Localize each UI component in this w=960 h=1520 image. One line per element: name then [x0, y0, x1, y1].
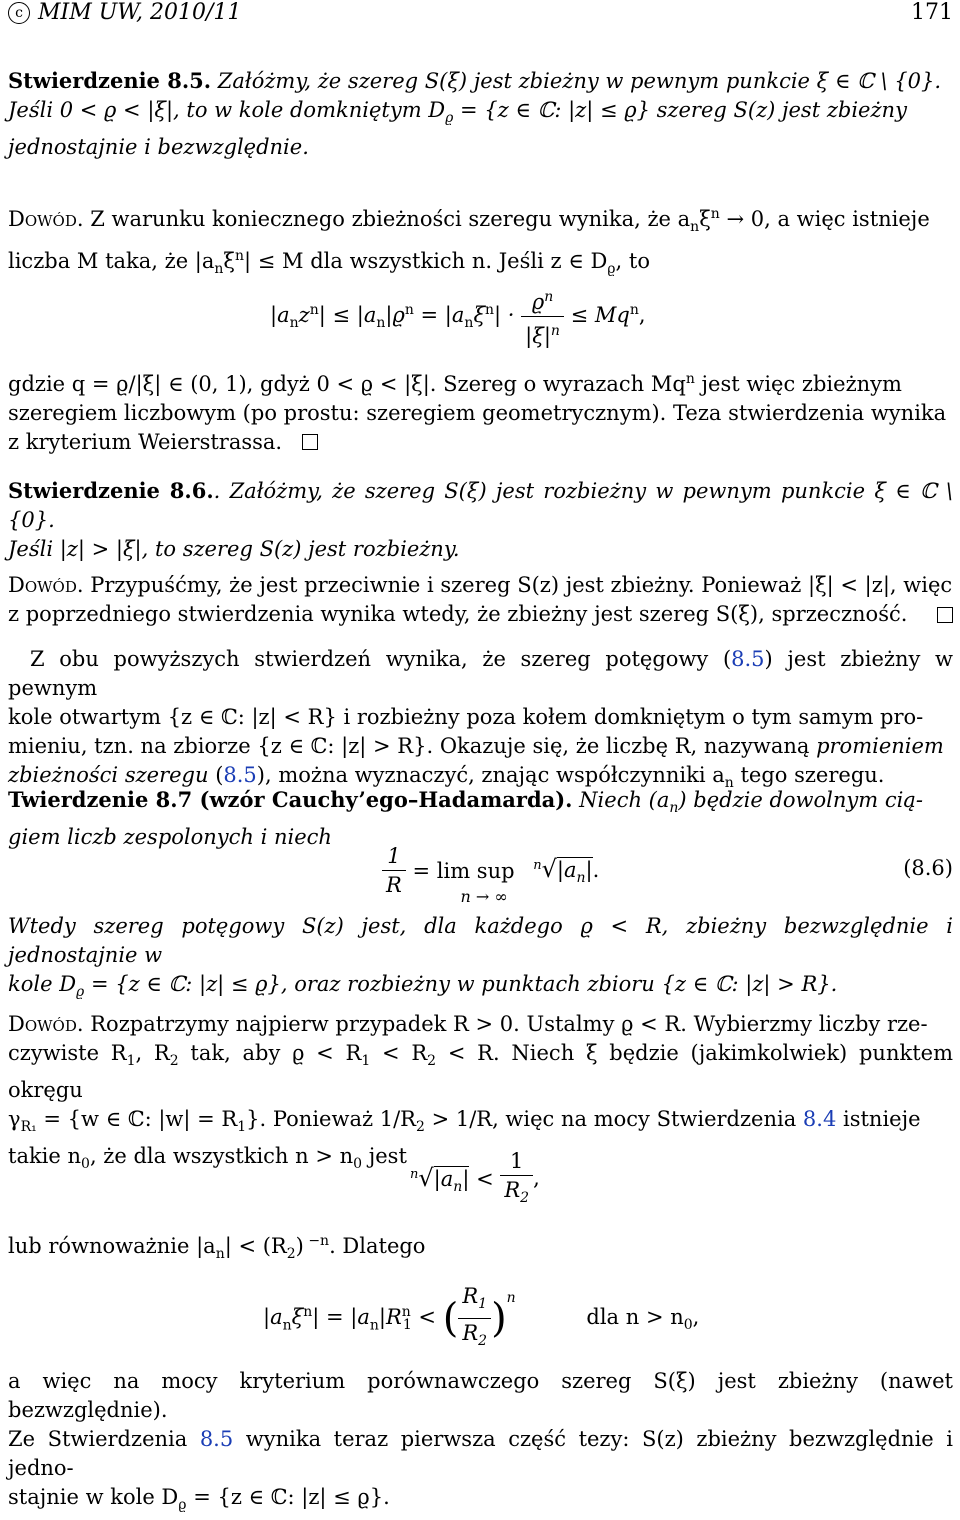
proof-text: Rozpatrzymy najpierw przypadek R > 0. Ustalmy ϱ < R. Wybierzmy liczby rze-: [83, 1012, 928, 1036]
proof-text: , że dla wszystkich n > n: [89, 1144, 354, 1169]
proof-text: = {w ∈ ℂ: |w| = R: [36, 1107, 238, 1132]
paragraph-text: kole otwartym {z ∈ ℂ: |z| < R} i rozbieżny poza kołem domkniętym o tym samym pro-: [8, 705, 924, 729]
subscript: n: [453, 1179, 463, 1196]
proof-text: , to: [615, 249, 650, 274]
equation-reference-link[interactable]: 8.5: [731, 647, 765, 671]
proof-1-continued: [8, 365, 953, 457]
proof-2: [8, 571, 953, 629]
equation-part: |R: [378, 1305, 402, 1330]
proposition-reference-link[interactable]: 8.4: [802, 1107, 837, 1132]
superscript: −n: [303, 1233, 330, 1249]
equation-part: | ≤ |a: [318, 303, 377, 327]
running-head-text: MIM UW, 2010/11: [38, 0, 242, 25]
theorem-text: ) będzie dowolnym cią-: [678, 788, 923, 812]
theorem-text: = {z ∈ ℂ: |z| ≤ ϱ}, oraz rozbieżny w punktach zbioru {z ∈ ℂ: |z| > R}.: [84, 972, 838, 996]
denominator: |ξ|: [525, 324, 551, 348]
numerator: R: [462, 1284, 479, 1308]
superscript: n: [404, 302, 414, 318]
subscript: n: [576, 870, 586, 887]
numerator: 1: [382, 842, 406, 871]
subscript: 2: [478, 1333, 488, 1350]
equation-condition: ,: [692, 1305, 700, 1330]
superscript: n: [309, 302, 319, 318]
equation-part: <: [469, 1167, 494, 1191]
proof-text: wynika teraz pierwsza część tezy: S(z) zbieżny bezwzględnie i jedno-: [8, 1427, 953, 1480]
proof-label: Dowód.: [8, 573, 84, 597]
denominator: R: [386, 873, 402, 897]
equation-part: z: [298, 303, 310, 327]
proof-text: czywiste R: [8, 1041, 127, 1065]
subscript: n: [215, 1246, 225, 1263]
proposition-label: Stwierdzenie 8.5.: [8, 68, 212, 93]
equation-reference-link[interactable]: 8.5: [223, 763, 257, 787]
equation-number: (8.6): [903, 856, 953, 880]
proof-text: → 0, a więc istnieje: [719, 207, 930, 231]
equation-condition: dla n > n: [586, 1305, 684, 1330]
proposition-text: Załóżmy, że szereg S(ξ) jest zbieżny w pewnym punkcie ξ ∈ ℂ \ {0}.: [217, 69, 942, 93]
proof-text: > 1/R, więc na mocy Stwierdzenia: [424, 1107, 803, 1132]
equation-part: = |a: [413, 303, 465, 327]
superscript: n: [710, 206, 720, 222]
proof-text: stajnie w kole D: [8, 1485, 179, 1509]
root-index: n: [533, 857, 542, 873]
proof-text: = {z ∈ ℂ: |z| ≤ ϱ}.: [186, 1485, 390, 1509]
proof-text: | < (R: [224, 1234, 287, 1258]
term-emphasis: promieniem: [816, 734, 944, 758]
paragraph-text: tego szeregu.: [733, 763, 885, 787]
superscript: n: [401, 1304, 411, 1321]
denominator: R: [462, 1321, 479, 1346]
proof-text: szeregiem liczbowym (po prostu: szeregiem geometrycznym). Teza stwierdzenia wynika: [8, 401, 947, 425]
proof-text: }. Ponieważ 1/R: [246, 1107, 416, 1132]
proposition-text: Jeśli 0 < ϱ < |ξ|, to w kole domkniętym D: [8, 98, 446, 122]
root-body: |: [462, 1167, 470, 1191]
proof-text: jest: [362, 1144, 407, 1169]
subscript: ϱ: [178, 1497, 187, 1514]
equation-8-6: [382, 842, 600, 906]
proof-text: ξ: [699, 207, 711, 231]
proof-text: a więc na mocy kryterium porównawczego szereg S(ξ) jest zbieżny (nawet bezwzględnie).: [8, 1369, 953, 1422]
proof-text: γ: [8, 1107, 21, 1132]
equation-part: <: [411, 1305, 437, 1330]
proposition-8-5: [8, 66, 953, 162]
subscript: 1: [402, 1317, 412, 1334]
proof-text: z poprzedniego stwierdzenia wynika wtedy, że zbieżny jest szereg S(ξ), sprzeczność.: [8, 602, 908, 626]
paragraph-text: ), można wyznaczyć, znając współczynniki a: [256, 763, 725, 787]
fraction: [458, 1282, 491, 1355]
paragraph-radius: [8, 645, 953, 798]
fraction: [521, 283, 564, 350]
fraction: [500, 1147, 533, 1212]
limsup: [412, 858, 515, 906]
subscript: 1: [237, 1119, 247, 1136]
theorem-text: Wtedy szereg potęgowy S(z) jest, dla każdego ϱ < R, zbieżny bezwzględnie i jednostajnie w: [8, 914, 953, 967]
root-body: |a: [433, 1167, 454, 1191]
root-index: n: [410, 1167, 419, 1182]
equation-part: | = |a: [312, 1305, 370, 1330]
paragraph-text: mieniu, tzn. na zbiorze {z ∈ ℂ: |z| > R}. Okazuje się, że liczbę R, nazywaną: [8, 734, 817, 758]
root-body: |: [585, 857, 593, 882]
proof-text: ): [295, 1234, 304, 1258]
proof-text: z kryterium Weierstrassa.: [8, 430, 283, 454]
equation-part: .: [592, 857, 600, 882]
page-header: [8, 0, 953, 30]
equation-part: ξ: [291, 1305, 304, 1330]
subscript: n: [376, 315, 386, 332]
superscript: n: [685, 371, 695, 387]
denominator: R: [504, 1178, 521, 1202]
subscript: n: [214, 261, 224, 278]
nth-root: $^n√|a_n|$.: [533, 854, 600, 887]
paragraph-text: ) jest zbieżny w pewnym: [8, 647, 953, 700]
numerator: 1: [500, 1147, 533, 1176]
proof-text: ξ: [223, 249, 235, 274]
subscript: 0: [81, 1156, 90, 1173]
proposition-text: . Załóżmy, że szereg S(ξ) jest rozbieżny w pewnym punkcie ξ ∈ ℂ \ {0}.: [8, 479, 953, 532]
superscript: n: [303, 1304, 313, 1321]
proof-3-continued: [8, 1227, 953, 1269]
subscript: n: [690, 219, 700, 236]
subscript: R₁: [20, 1119, 37, 1136]
proof-text: istnieje: [836, 1107, 921, 1132]
subscript: n: [464, 315, 474, 332]
subscript: n: [724, 775, 734, 792]
proof-3-end: [8, 1367, 953, 1520]
subscript: 0: [353, 1156, 363, 1173]
equation-comparison: $|a_n\xi^n| = |a_n|R^n_1$ < ( $\frac{R_1}{R_2}$ )$^n$ dla $n > n_0$,: [263, 1282, 699, 1355]
proof-label: Dowód.: [8, 207, 84, 231]
superscript: n: [550, 323, 560, 339]
proof-text: jest więc zbieżnym: [694, 372, 902, 396]
proposition-text: = {z ∈ ℂ: |z| ≤ ϱ} szereg S(z) jest zbieżny: [453, 98, 907, 122]
proof-text: Przypuśćmy, że jest przeciwnie i szereg S(z) jest zbieżny. Ponieważ |ξ| < |z|, więc: [83, 573, 953, 597]
subscript: ϱ: [76, 984, 85, 1001]
superscript: n: [506, 1290, 516, 1307]
subscript: ϱ: [607, 261, 616, 278]
subscript: 2: [169, 1053, 179, 1070]
proposition-label: Stwierdzenie 8.6.: [8, 478, 214, 503]
paragraph-text: Z obu powyższych stwierdzeń wynika, że szereg potęgowy (: [30, 647, 732, 671]
numerator: ϱ: [531, 290, 545, 314]
qed-box: [302, 434, 318, 450]
subscript: n: [369, 1317, 379, 1334]
proof-text: takie n: [8, 1144, 82, 1169]
equation-part: |a: [270, 303, 290, 327]
proof-text: < R. Niech ξ będzie (jakimkolwiek) punktem okręgu: [8, 1041, 953, 1103]
superscript: n: [485, 302, 495, 318]
root-body: |a: [556, 857, 577, 882]
qed-box: [937, 607, 953, 623]
equation-part: ≤ Mq: [570, 303, 630, 327]
proof-text: , R: [135, 1041, 170, 1065]
page-number: 171: [911, 0, 953, 25]
subscript: 1: [126, 1053, 136, 1070]
proof-1: [8, 200, 953, 284]
theorem-label: Twierdzenie 8.7 (wzór Cauchy’ego–Hadamarda).: [8, 787, 573, 812]
proof-text: Ze Stwierdzenia: [8, 1427, 200, 1451]
theorem-text: kole D: [8, 972, 77, 996]
subscript: 2: [415, 1119, 425, 1136]
theorem-8-7-continued: [8, 912, 953, 1007]
subscript: 0: [683, 1317, 693, 1334]
limsup-subscript: n → ∞: [460, 886, 508, 906]
theorem-text: Niech (a: [572, 788, 670, 812]
proof-text: < R: [370, 1041, 428, 1065]
superscript: n: [235, 248, 245, 265]
superscript: n: [544, 289, 554, 305]
proposition-text: jednostajnie i bezwzględnie.: [8, 135, 309, 160]
proof-text: liczba M taka, że |a: [8, 249, 215, 274]
proof-label: Dowód.: [8, 1012, 84, 1036]
subscript: n: [289, 315, 299, 332]
proof-text: | ≤ M dla wszystkich n. Jeśli z ∈ D: [244, 249, 608, 274]
subscript: n: [669, 800, 679, 817]
proof-text: gdzie q = ϱ/|ξ| ∈ (0, 1), gdyż 0 < ϱ < |ξ|. Szereg o wyrazach Mq: [8, 372, 686, 396]
equation-part: ξ: [473, 303, 486, 327]
fraction: [382, 842, 406, 899]
proof-text: Z warunku koniecznego zbieżności szeregu wynika, że a: [83, 207, 691, 231]
paragraph-text: (: [208, 763, 224, 787]
equation-root-bound: $^n√|a_n|$ < $\frac{1}{R_2}$ ,: [410, 1147, 540, 1212]
copyright-symbol: c: [8, 2, 30, 24]
subscript: 2: [286, 1246, 296, 1263]
equation-part: ,: [533, 1166, 540, 1191]
superscript: n: [629, 302, 639, 318]
subscript: ϱ: [445, 110, 454, 127]
term-emphasis: zbieżności szeregu: [8, 763, 209, 787]
proposition-text: Jeśli |z| > |ξ|, to szereg S(z) jest rozbieżny.: [8, 537, 460, 561]
subscript: n: [282, 1317, 292, 1334]
equation-part: |ϱ: [385, 303, 405, 327]
subscript: 2: [520, 1190, 530, 1207]
theorem-text: giem liczb zespolonych i niech: [8, 825, 332, 850]
proof-text: . Dlatego: [329, 1234, 426, 1258]
equation-part: ,: [638, 303, 646, 327]
subscript: 1: [361, 1053, 371, 1070]
equation-bound: [270, 283, 646, 350]
equation-part: | ·: [494, 303, 515, 327]
proposition-reference-link[interactable]: 8.5: [199, 1427, 234, 1451]
proof-text: tak, aby ϱ < R: [178, 1041, 362, 1065]
subscript: 1: [478, 1296, 488, 1313]
running-head: [8, 0, 241, 25]
subscript: 2: [427, 1053, 437, 1070]
proposition-8-6: [8, 476, 953, 564]
limsup-operator: = lim sup: [412, 858, 515, 883]
proof-text: lub równoważnie |a: [8, 1234, 216, 1258]
equation-part: |a: [263, 1305, 283, 1330]
